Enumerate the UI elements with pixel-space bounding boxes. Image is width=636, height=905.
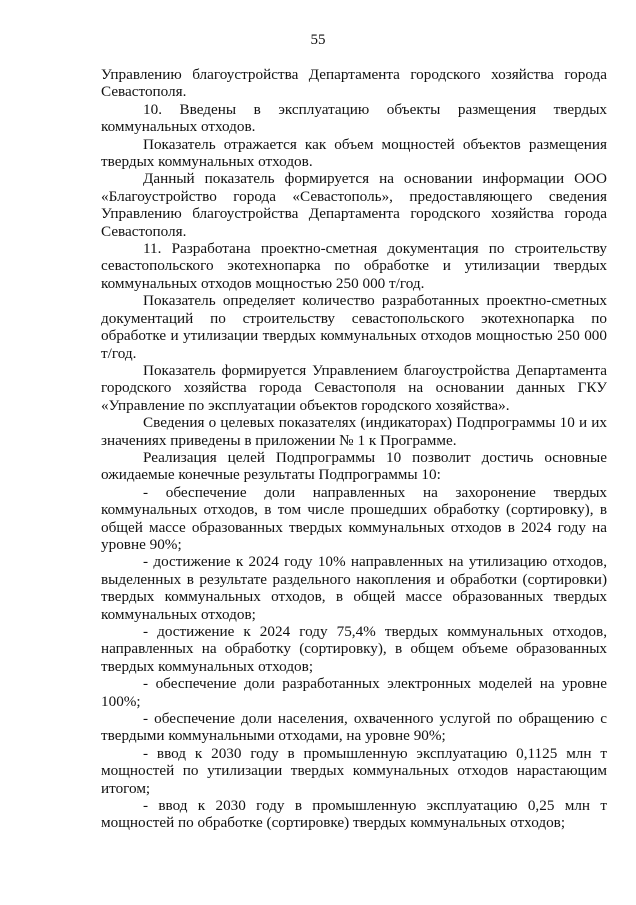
document-body <box>101 66 607 832</box>
list-item: - достижение к 2024 году 10% направленных на утилизацию отходов, выделенных в результате раздельного накопления и обработки (сортировки) твердых коммунальных отходов, в общей массе образованных твердых коммунальных отходов; <box>101 553 607 623</box>
list-item: - достижение к 2024 году 75,4% твердых коммунальных отходов, направленных на обработку (сортировку), в общем объеме образованных твердых коммунальных отходов; <box>101 623 607 675</box>
paragraph: Сведения о целевых показателях (индикаторах) Подпрограммы 10 и их значениях приведены в приложении № 1 к Программе. <box>101 414 607 449</box>
paragraph: Показатель определяет количество разработанных проектно-сметных документаций по строительству севастопольского экотехнопарка по обработке и утилизации твердых коммунальных отходов мощностью 250 000 т/год. <box>101 292 607 362</box>
list-item: - обеспечение доли направленных на захоронение твердых коммунальных отходов, в том числе прошедших обработку (сортировку), в общей массе образованных твердых коммунальных отходов в 2024 году на уровне 90%; <box>101 483 607 553</box>
list-item: - ввод к 2030 году в промышленную эксплуатацию 0,25 млн т мощностей по обработке (сортировке) твердых коммунальных отходов; <box>101 797 607 832</box>
paragraph: Данный показатель формируется на основании информации ООО «Благоустройство города «Севастополь», предоставляющего сведения Управлению благоустройства Департамента городского хозяйства города Севастополя. <box>101 170 607 240</box>
list-item: - обеспечение доли разработанных электронных моделей на уровне 100%; <box>101 675 607 710</box>
paragraph: Реализация целей Подпрограммы 10 позволит достичь основные ожидаемые конечные результаты Подпрограммы 10: <box>101 448 607 484</box>
paragraph: Показатель отражается как объем мощностей объектов размещения твердых коммунальных отходов. <box>101 135 607 171</box>
list-item: - ввод к 2030 году в промышленную эксплуатацию 0,1125 млн т мощностей по утилизации твердых коммунальных отходов нарастающим итогом; <box>101 744 607 797</box>
paragraph: Показатель формируется Управлением благоустройства Департамента городского хозяйства города Севастополя на основании данных ГКУ «Управление по эксплуатации объектов городского хозяйства». <box>101 361 607 414</box>
paragraph: Управлению благоустройства Департамента городского хозяйства города Севастополя. <box>101 66 607 101</box>
page-number: 55 <box>310 32 326 48</box>
paragraph: 11. Разработана проектно-сметная документация по строительству севастопольского экотехнопарка по обработке и утилизации твердых коммунальных отходов мощностью 250 000 т/год. <box>101 240 607 292</box>
paragraph: 10. Введены в эксплуатацию объекты размещения твердых коммунальных отходов. <box>101 100 607 136</box>
list-item: - обеспечение доли населения, охваченного услугой по обращению с твердыми коммунальными отходами, на уровне 90%; <box>101 710 607 745</box>
